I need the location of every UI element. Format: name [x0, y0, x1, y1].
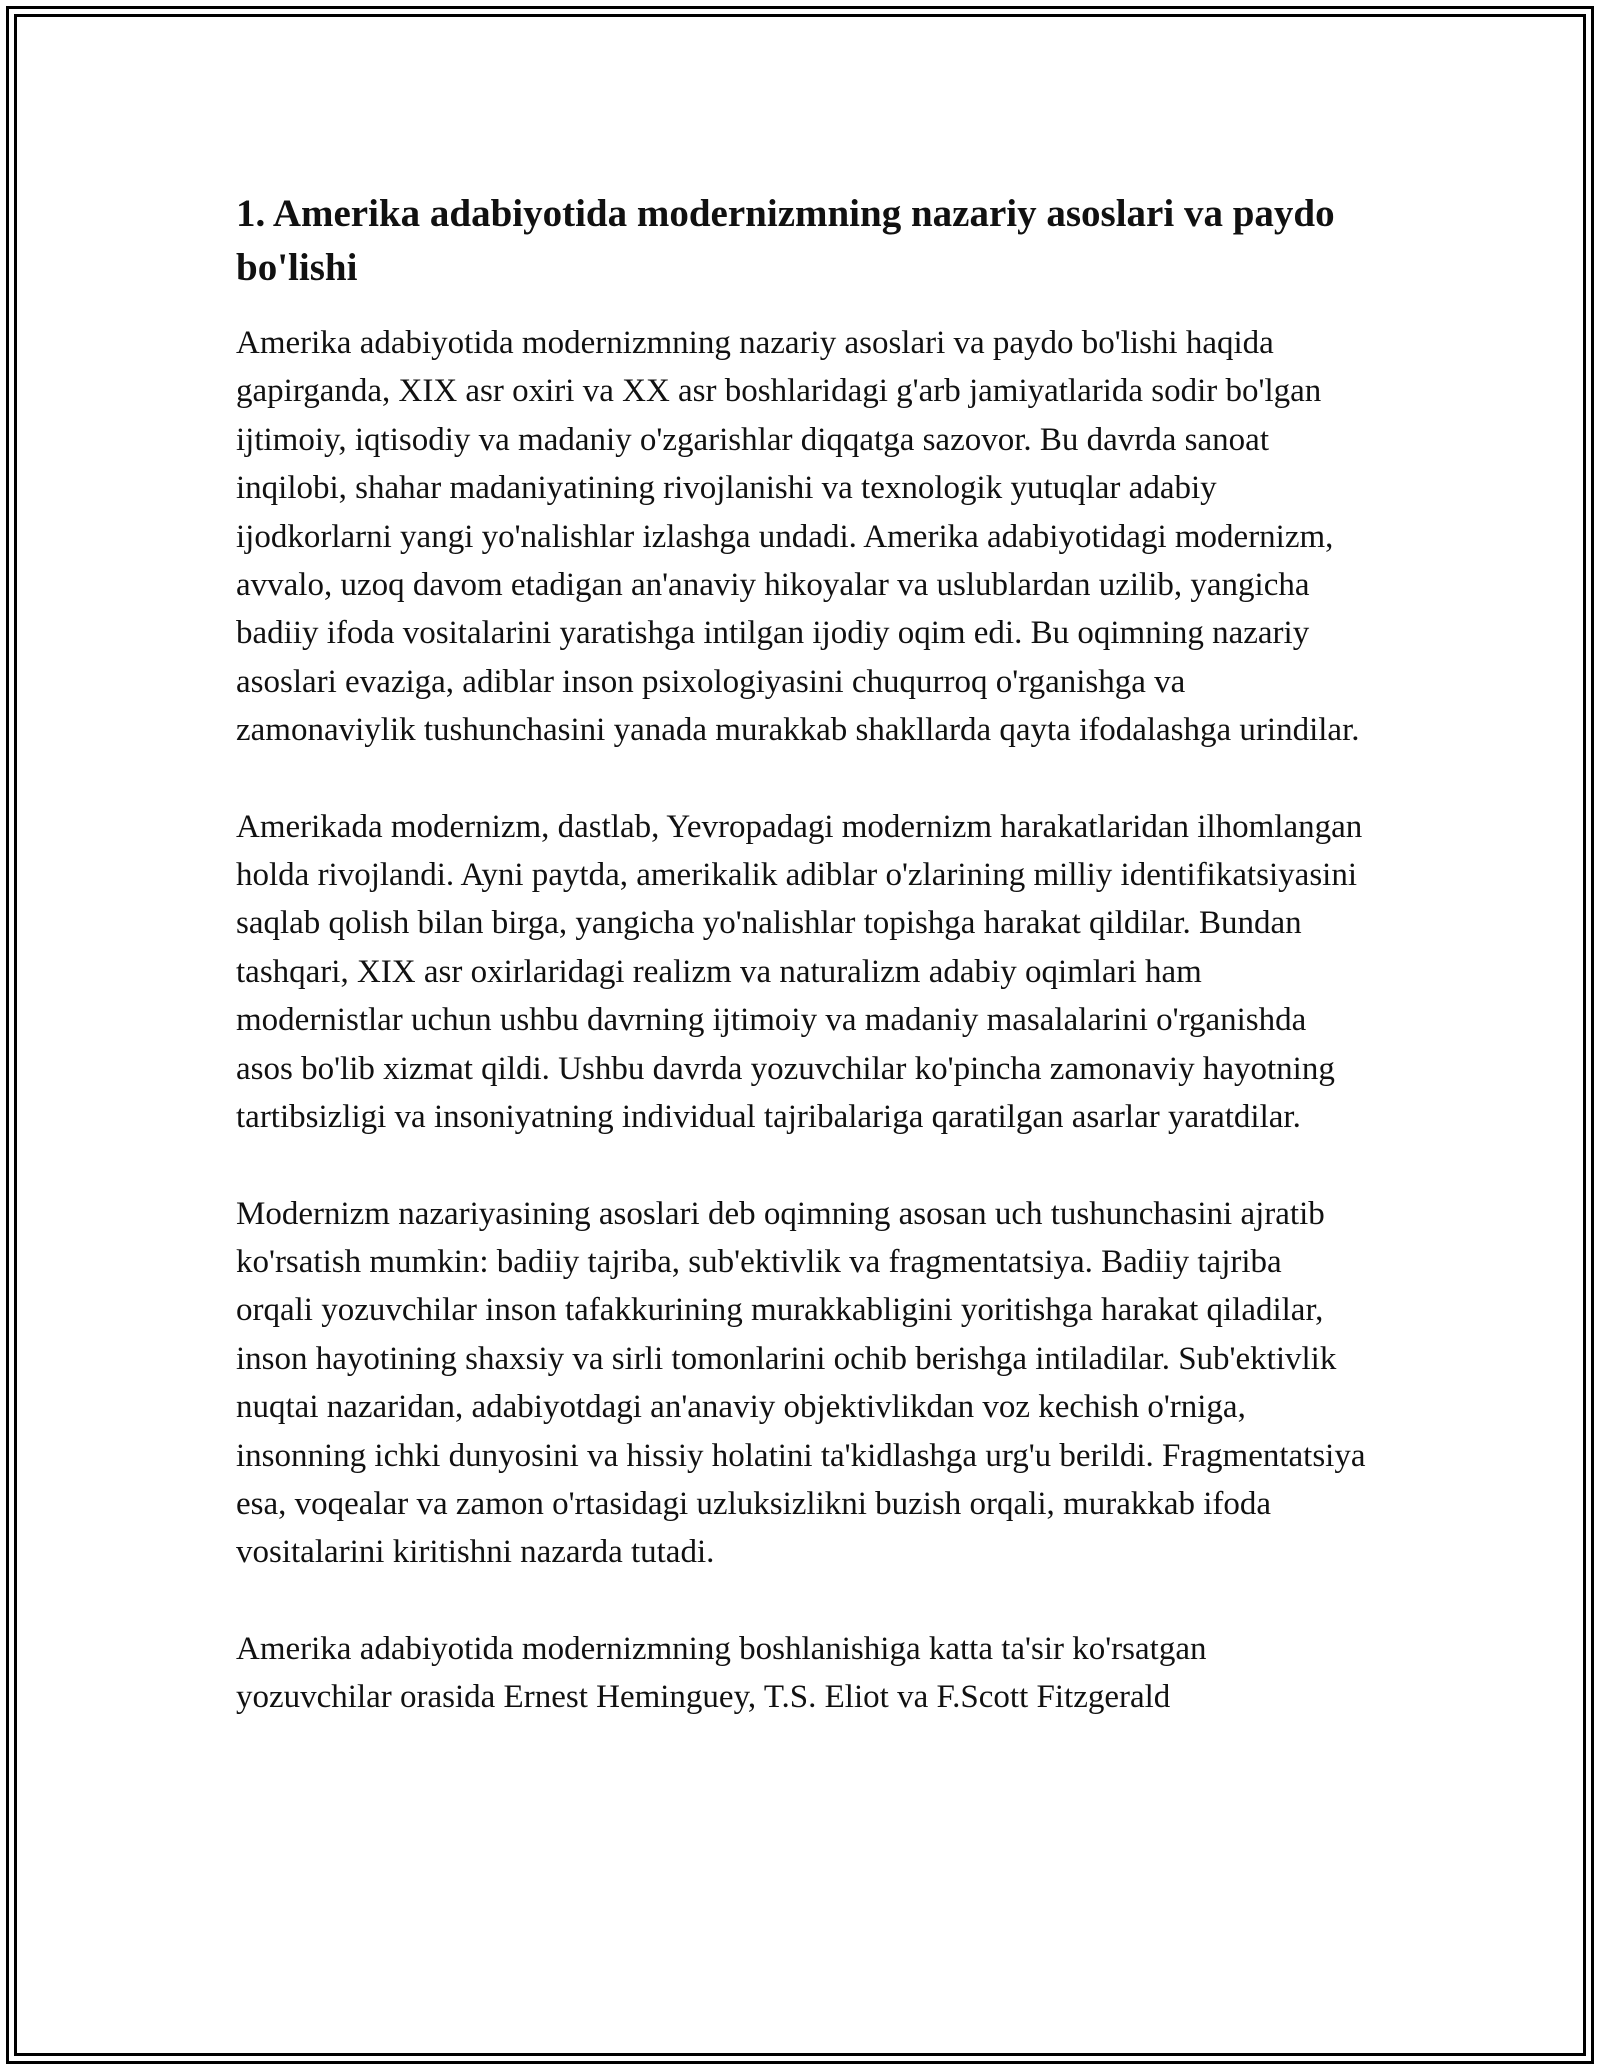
document-body	[236, 187, 1366, 1722]
paragraph-3: Modernizm nazariyasining asoslari deb oqimning asosan uch tushunchasini ajratib ko'rsatish mumkin: badiiy tajriba, sub'ektivlik va fragmentatsiya. Badiiy tajriba orqali yozuvchilar inson tafakkurining murakkabligini yoritishga harakat qiladilar, inson hayotining shaxsiy va sirli tomonlarini ochib berishga intiladilar. Sub'ektivlik nuqtai nazaridan, adabiyotdagi an'anaviy objektivlikdan voz kechish o'rniga, insonning ichki dunyosini va hissiy holatini ta'kidlashga urg'u berildi. Fragmentatsiya esa, voqealar va zamon o'rtasidagi uzluksizlikni buzish orqali, murakkab ifoda vositalarini kiritishni nazarda tutadi.	[236, 1195, 1366, 1571]
paragraph-1: Amerika adabiyotida modernizmning nazariy asoslari va paydo bo'lishi haqida gapirganda, XIX asr oxiri va XX asr boshlaridagi g'arb jamiyatlarida sodir bo'lgan ijtimoiy, iqtisodiy va madaniy o'zgarishlar diqqatga sazovor. Bu davrda sanoat inqilobi, shahar madaniyatining rivojlanishi va texnologik yutuqlar adabiy ijodkorlarni yangi yo'nalishlar izlashga undadi. Amerika adabiyotidagi modernizm, avvalo, uzoq davom etadigan an'anaviy hikoyalar va uslublardan uzilib, yangicha badiiy ifoda vositalarini yaratishga intilgan ijodiy oqim edi. Bu oqimning nazariy asoslari evaziga, adiblar inson psixologiyasini chuqurroq o'rganishga va zamonaviylik tushunchasini yanada murakkab shakllarda qayta ifodalashga urindilar.	[236, 325, 1360, 749]
section-heading: 1. Amerika adabiyotida modernizmning nazariy asoslari va paydo bo'lishi	[236, 192, 1335, 289]
paragraph-4: Amerika adabiyotida modernizmning boshlanishiga katta ta'sir ko'rsatgan yozuvchilar orasida Ernest Heminguey, T.S. Eliot va F.Scott Fitzgerald	[236, 1630, 1207, 1716]
paragraph-2: Amerikada modernizm, dastlab, Yevropadagi modernizm harakatlaridan ilhomlangan holda rivojlandi. Ayni paytda, amerikalik adiblar o'zlarining milliy identifikatsiyasini saqlab qolish bilan birga, yangicha yo'nalishlar topishga harakat qildilar. Bundan tashqari, XIX asr oxirlaridagi realizm va naturalizm adabiy oqimlari ham modernistlar uchun ushbu davrning ijtimoiy va madaniy masalalarini o'rganishda asos bo'lib xizmat qildi. Ushbu davrda yozuvchilar ko'pincha zamonaviy hayotning tartibsizligi va insoniyatning individual tajribalariga qaratilgan asarlar yaratdilar.	[236, 808, 1363, 1136]
